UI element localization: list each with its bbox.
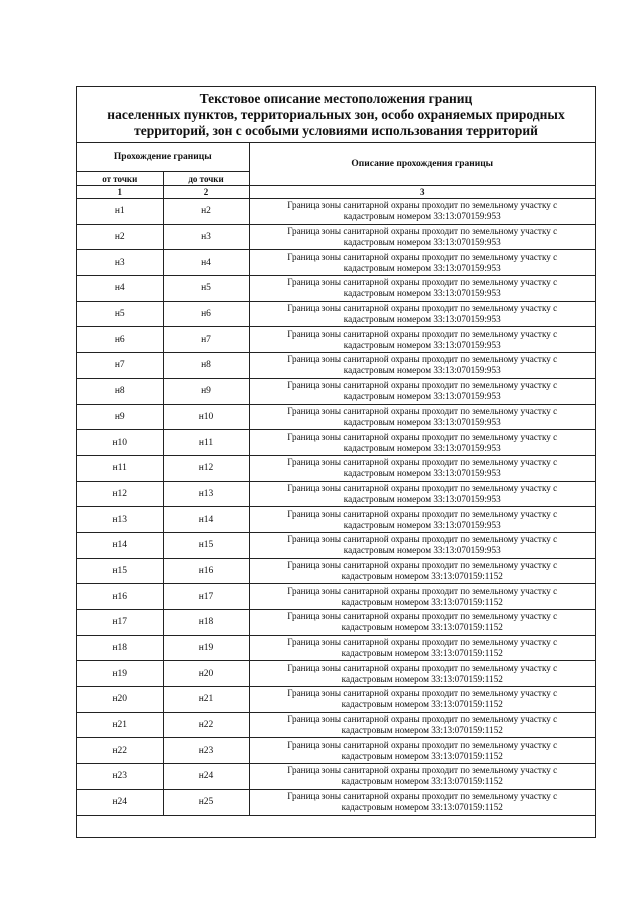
from-point-cell: н14	[77, 532, 163, 558]
description-line-1: Граница зоны санитарной охраны проходит по земельному участку с	[287, 328, 558, 339]
description-line-2: кадастровым номером 33:13:070159:953	[343, 493, 501, 504]
description-cell	[249, 430, 595, 456]
to-point-cell: н12	[163, 455, 249, 481]
table-row	[77, 199, 595, 225]
from-point-cell: н12	[77, 481, 163, 507]
to-point-cell: н18	[163, 610, 249, 636]
document-frame	[76, 86, 596, 838]
table-row	[77, 558, 595, 584]
description-line-1: Граница зоны санитарной охраны проходит по земельному участку с	[287, 765, 558, 776]
description-line-1: Граница зоны санитарной охраны проходит по земельному участку с	[287, 431, 558, 442]
description-line-2: кадастровым номером 33:13:070159:953	[343, 314, 501, 325]
description-line-2: кадастровым номером 33:13:070159:953	[343, 442, 501, 453]
description-line-1: Граница зоны санитарной охраны проходит по земельному участку с	[287, 688, 558, 699]
from-point-cell: н22	[77, 738, 163, 764]
description-line-2: кадастровым номером 33:13:070159:953	[343, 211, 501, 222]
description-line-1: Граница зоны санитарной охраны проходит по земельному участку с	[287, 303, 558, 314]
description-cell	[249, 276, 595, 302]
description-line-2: кадастровым номером 33:13:070159:1152	[341, 776, 503, 787]
description-cell	[249, 738, 595, 764]
description-line-2: кадастровым номером 33:13:070159:1152	[341, 802, 503, 813]
from-point-cell: н7	[77, 353, 163, 379]
title-line-1: Текстовое описание местоположения границ	[199, 90, 473, 106]
header-col-number-1: 1	[77, 186, 163, 199]
from-point-cell: н16	[77, 584, 163, 610]
from-point-cell: н24	[77, 789, 163, 815]
description-cell	[249, 455, 595, 481]
table-row	[77, 687, 595, 713]
description-cell	[249, 507, 595, 533]
description-line-1: Граница зоны санитарной охраны проходит по земельному участку с	[287, 354, 558, 365]
description-line-1: Граница зоны санитарной охраны проходит по земельному участку с	[287, 380, 558, 391]
description-line-2: кадастровым номером 33:13:070159:953	[343, 519, 501, 530]
from-point-cell: н3	[77, 250, 163, 276]
description-line-1: Граница зоны санитарной охраны проходит по земельному участку с	[287, 251, 558, 262]
description-line-2: кадастровым номером 33:13:070159:1152	[341, 596, 503, 607]
header-boundary-passage: Прохождение границы	[77, 143, 249, 172]
description-cell	[249, 404, 595, 430]
to-point-cell: н24	[163, 764, 249, 790]
to-point-cell: н22	[163, 712, 249, 738]
description-cell	[249, 584, 595, 610]
to-point-cell: н15	[163, 532, 249, 558]
description-line-1: Граница зоны санитарной охраны проходит по земельному участку с	[287, 226, 558, 237]
description-line-1: Граница зоны санитарной охраны проходит по земельному участку с	[287, 714, 558, 725]
description-line-2: кадастровым номером 33:13:070159:953	[343, 288, 501, 299]
description-cell	[249, 712, 595, 738]
table-row	[77, 250, 595, 276]
description-cell	[249, 687, 595, 713]
description-cell	[249, 250, 595, 276]
header-description: Описание прохождения границы	[249, 143, 595, 186]
from-point-cell: н4	[77, 276, 163, 302]
to-point-cell: н10	[163, 404, 249, 430]
description-line-2: кадастровым номером 33:13:070159:953	[343, 416, 501, 427]
description-line-1: Граница зоны санитарной охраны проходит по земельному участку с	[287, 200, 558, 211]
to-point-cell: н3	[163, 224, 249, 250]
table-row	[77, 661, 595, 687]
table-row	[77, 532, 595, 558]
from-point-cell: н19	[77, 661, 163, 687]
from-point-cell: н9	[77, 404, 163, 430]
table-row	[77, 430, 595, 456]
from-point-cell: н10	[77, 430, 163, 456]
description-cell	[249, 378, 595, 404]
from-point-cell: н13	[77, 507, 163, 533]
table-row	[77, 584, 595, 610]
from-point-cell: н17	[77, 610, 163, 636]
to-point-cell: н2	[163, 199, 249, 225]
description-line-1: Граница зоны санитарной охраны проходит по земельному участку с	[287, 482, 558, 493]
to-point-cell: н21	[163, 687, 249, 713]
to-point-cell: н5	[163, 276, 249, 302]
to-point-cell: н14	[163, 507, 249, 533]
table-row	[77, 276, 595, 302]
description-line-1: Граница зоны санитарной охраны проходит по земельному участку с	[287, 405, 558, 416]
from-point-cell: н11	[77, 455, 163, 481]
description-cell	[249, 481, 595, 507]
description-line-2: кадастровым номером 33:13:070159:953	[343, 339, 501, 350]
to-point-cell: н16	[163, 558, 249, 584]
boundary-table	[77, 143, 595, 816]
table-row	[77, 635, 595, 661]
header-col-number-3: 3	[249, 186, 595, 199]
from-point-cell: н23	[77, 764, 163, 790]
from-point-cell: н8	[77, 378, 163, 404]
description-line-2: кадастровым номером 33:13:070159:953	[343, 262, 501, 273]
description-line-1: Граница зоны санитарной охраны проходит по земельному участку с	[287, 637, 558, 648]
from-point-cell: н2	[77, 224, 163, 250]
description-line-1: Граница зоны санитарной охраны проходит по земельному участку с	[287, 534, 558, 545]
header-to-point: до точки	[163, 172, 249, 186]
table-row	[77, 610, 595, 636]
to-point-cell: н20	[163, 661, 249, 687]
to-point-cell: н23	[163, 738, 249, 764]
description-line-2: кадастровым номером 33:13:070159:953	[343, 545, 501, 556]
description-line-1: Граница зоны санитарной охраны проходит по земельному участку с	[287, 508, 558, 519]
description-cell	[249, 764, 595, 790]
to-point-cell: н7	[163, 327, 249, 353]
title-line-2: населенных пунктов, территориальных зон, особо охраняемых природных	[107, 106, 565, 122]
description-line-2: кадастровым номером 33:13:070159:1152	[341, 725, 503, 736]
description-line-2: кадастровым номером 33:13:070159:1152	[341, 570, 503, 581]
header-col-number-2: 2	[163, 186, 249, 199]
table-row	[77, 481, 595, 507]
description-line-1: Граница зоны санитарной охраны проходит по земельному участку с	[287, 277, 558, 288]
description-line-1: Граница зоны санитарной охраны проходит по земельному участку с	[287, 739, 558, 750]
description-line-2: кадастровым номером 33:13:070159:953	[343, 468, 501, 479]
description-line-2: кадастровым номером 33:13:070159:1152	[341, 699, 503, 710]
description-line-2: кадастровым номером 33:13:070159:953	[343, 365, 501, 376]
description-line-1: Граница зоны санитарной охраны проходит по земельному участку с	[287, 791, 558, 802]
description-cell	[249, 661, 595, 687]
table-row	[77, 378, 595, 404]
description-line-2: кадастровым номером 33:13:070159:1152	[341, 648, 503, 659]
from-point-cell: н5	[77, 301, 163, 327]
description-line-1: Граница зоны санитарной охраны проходит по земельному участку с	[287, 662, 558, 673]
description-cell	[249, 301, 595, 327]
from-point-cell: н20	[77, 687, 163, 713]
table-row	[77, 712, 595, 738]
description-cell	[249, 635, 595, 661]
description-line-2: кадастровым номером 33:13:070159:1152	[341, 673, 503, 684]
to-point-cell: н4	[163, 250, 249, 276]
from-point-cell: н15	[77, 558, 163, 584]
table-row	[77, 224, 595, 250]
to-point-cell: н17	[163, 584, 249, 610]
description-cell	[249, 558, 595, 584]
to-point-cell: н13	[163, 481, 249, 507]
description-cell	[249, 353, 595, 379]
description-cell	[249, 532, 595, 558]
to-point-cell: н9	[163, 378, 249, 404]
to-point-cell: н8	[163, 353, 249, 379]
description-line-2: кадастровым номером 33:13:070159:1152	[341, 750, 503, 761]
description-cell	[249, 199, 595, 225]
description-line-2: кадастровым номером 33:13:070159:1152	[341, 622, 503, 633]
description-line-2: кадастровым номером 33:13:070159:953	[343, 237, 501, 248]
description-line-2: кадастровым номером 33:13:070159:953	[343, 391, 501, 402]
to-point-cell: н11	[163, 430, 249, 456]
to-point-cell: н6	[163, 301, 249, 327]
description-line-1: Граница зоны санитарной охраны проходит по земельному участку с	[287, 559, 558, 570]
description-cell	[249, 789, 595, 815]
description-line-1: Граница зоны санитарной охраны проходит по земельному участку с	[287, 585, 558, 596]
table-row	[77, 455, 595, 481]
description-cell	[249, 610, 595, 636]
title-line-3: территорий, зон с особыми условиями использования территорий	[134, 122, 538, 138]
from-point-cell: н1	[77, 199, 163, 225]
from-point-cell: н6	[77, 327, 163, 353]
description-cell	[249, 224, 595, 250]
description-line-1: Граница зоны санитарной охраны проходит по земельному участку с	[287, 611, 558, 622]
table-row	[77, 301, 595, 327]
table-row	[77, 789, 595, 815]
table-row	[77, 738, 595, 764]
description-line-1: Граница зоны санитарной охраны проходит по земельному участку с	[287, 457, 558, 468]
table-row	[77, 404, 595, 430]
header-from-point: от точки	[77, 172, 163, 186]
table-row	[77, 327, 595, 353]
document-title	[77, 87, 595, 143]
to-point-cell: н19	[163, 635, 249, 661]
table-row	[77, 353, 595, 379]
table-row	[77, 764, 595, 790]
to-point-cell: н25	[163, 789, 249, 815]
from-point-cell: н18	[77, 635, 163, 661]
from-point-cell: н21	[77, 712, 163, 738]
table-row	[77, 507, 595, 533]
description-cell	[249, 327, 595, 353]
